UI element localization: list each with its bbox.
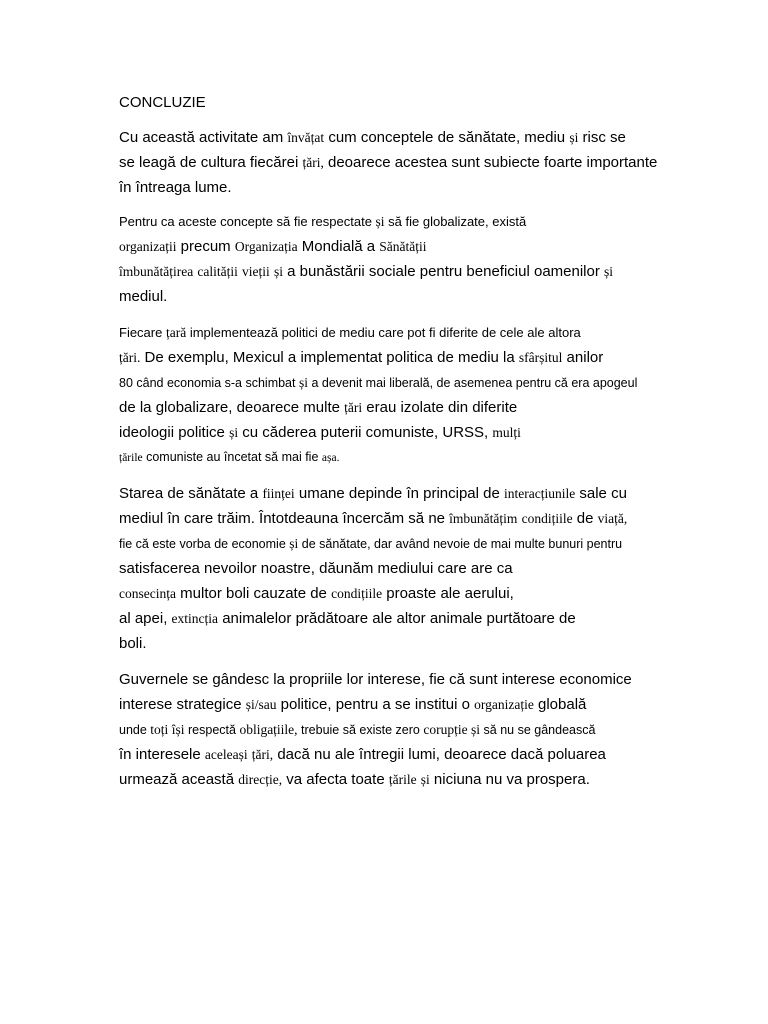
text-line	[119, 717, 719, 742]
text-run: învățat	[287, 130, 325, 145]
text-run: așa.	[321, 452, 340, 464]
text-run: sfârșitul	[518, 350, 563, 365]
text-line	[119, 581, 719, 606]
text-run: viață,	[597, 511, 628, 526]
text-run: și	[273, 264, 283, 279]
text-run: îmbunătățim	[449, 511, 518, 526]
text-run: niciuna nu va prospera.	[429, 771, 590, 788]
text-line	[119, 506, 719, 531]
paragraph-2	[119, 209, 719, 309]
text-run: Mondială a	[297, 238, 380, 255]
text-run: Guvernele se gândesc la propriile lor interese, fie că sunt interese economice	[119, 671, 632, 688]
text-run: calității	[197, 264, 238, 279]
text-run: și/sau	[245, 697, 277, 712]
text-run: și	[375, 214, 385, 229]
text-run: cu căderea puterii comuniste, URSS,	[238, 424, 493, 441]
text-run: deoarece acestea sunt subiecte foarte importante	[323, 154, 658, 171]
text-run: ființei	[262, 486, 295, 501]
text-run: umane depinde în principal de	[294, 485, 504, 502]
text-line	[119, 175, 719, 200]
text-line	[119, 445, 719, 470]
text-run: de sănătate, dar având nevoie de mai multe bunuri pentru	[298, 537, 623, 551]
text-run: proaste ale aerului,	[382, 585, 514, 602]
text-run: țări.	[119, 350, 141, 365]
text-run: și	[298, 375, 308, 390]
page-title: CONCLUZIE	[119, 94, 206, 111]
text-run: comuniste au încetat să mai fie	[142, 450, 322, 464]
text-run: și	[471, 722, 481, 737]
text-line	[119, 259, 719, 284]
text-run: extincția	[171, 611, 219, 626]
text-line	[119, 531, 719, 556]
text-run: condițiile	[521, 511, 573, 526]
text-run: obligațiile,	[239, 722, 298, 737]
text-run: interacțiunile	[504, 486, 576, 501]
text-run: sale cu	[575, 485, 627, 502]
text-run: și	[289, 536, 299, 551]
text-run: globală	[533, 696, 587, 713]
text-line	[119, 420, 719, 445]
text-run: urmează această	[119, 771, 239, 788]
text-run: erau izolate din diferite	[362, 399, 518, 416]
text-run: în interesele	[119, 746, 205, 763]
text-run: și	[569, 130, 579, 145]
text-run: de la globalizare, deoarece multe	[119, 399, 345, 416]
text-run: respectă	[184, 723, 240, 737]
text-run: să fie globalizate, există	[384, 214, 527, 229]
text-run: mulți	[492, 425, 521, 440]
text-run: și	[229, 425, 239, 440]
text-run: interese strategice	[119, 696, 246, 713]
text-run: aceleași	[204, 747, 248, 762]
text-run: al apei,	[119, 610, 172, 627]
text-run: corupție	[423, 722, 468, 737]
text-run: și	[420, 772, 430, 787]
text-line	[119, 742, 719, 767]
text-run: Pentru ca aceste concepte să fie respectate	[119, 214, 376, 229]
text-run: ideologii politice	[119, 424, 230, 441]
text-line	[119, 320, 719, 345]
text-line	[119, 125, 719, 150]
text-run: direcție,	[238, 772, 283, 787]
text-run: boli.	[119, 635, 147, 652]
text-run: va afecta toate	[282, 771, 389, 788]
text-run: vieții	[242, 264, 270, 279]
text-run: dacă nu ale întregii lumi, deoarece dacă poluarea	[273, 746, 606, 763]
text-run: a bunăstării sociale pentru beneficiul oamenilor	[282, 263, 605, 280]
text-run: Starea de sănătate a	[119, 485, 263, 502]
text-run: țări	[344, 400, 363, 415]
text-run: animalelor prădătoare ale altor animale purtătoare de	[218, 610, 576, 627]
text-run: fie că este vorba de economie	[119, 537, 290, 551]
paragraph-5	[119, 667, 719, 792]
text-run: organizații	[119, 239, 177, 254]
text-run: implementează politici de mediu care pot fi diferite de cele ale altora	[186, 325, 581, 340]
text-run: țări,	[302, 155, 324, 170]
text-run: risc se	[578, 129, 626, 146]
paragraph-3	[119, 320, 719, 470]
text-line	[119, 284, 719, 309]
text-run: consecința	[119, 586, 176, 601]
text-run: a devenit mai liberală, de asemenea pentru că era apogeul	[307, 376, 638, 390]
text-run: își	[171, 722, 185, 737]
text-line	[119, 767, 719, 792]
paragraph-1	[119, 125, 719, 200]
text-run: de	[572, 510, 598, 527]
text-line	[119, 234, 719, 259]
text-run: mediul în care trăim. Întotdeauna încercăm să ne	[119, 510, 450, 527]
text-run: țări,	[251, 747, 274, 762]
text-line	[119, 209, 719, 234]
text-run: toți	[150, 722, 169, 737]
text-run: țările	[119, 452, 143, 464]
text-run: să nu se gândească	[480, 723, 596, 737]
text-run: Fiecare	[119, 325, 166, 340]
text-run: 80 când economia s-a schimbat	[119, 376, 299, 390]
text-run: și	[604, 264, 614, 279]
text-run: anilor	[562, 349, 604, 366]
text-run: condițiile	[331, 586, 383, 601]
text-run: Sănătății	[379, 239, 427, 254]
text-run: mediul.	[119, 288, 168, 305]
text-run: se leagă de cultura fiecărei	[119, 154, 303, 171]
text-line	[119, 631, 719, 656]
text-run: multor boli cauzate de	[175, 585, 332, 602]
text-run: De exemplu, Mexicul a implementat politica de mediu la	[140, 349, 519, 366]
text-run: Cu această activitate am	[119, 129, 288, 146]
text-line	[119, 395, 719, 420]
text-run: cum conceptele de sănătate, mediu	[324, 129, 570, 146]
text-line	[119, 481, 719, 506]
text-run: țară	[165, 325, 187, 340]
paragraph-4	[119, 481, 719, 656]
text-run: îmbunătățirea	[119, 264, 194, 279]
text-line	[119, 667, 719, 692]
text-line	[119, 692, 719, 717]
text-line	[119, 606, 719, 631]
text-run: organizație	[474, 697, 534, 712]
text-run: politice, pentru a se institui o	[276, 696, 475, 713]
text-run: trebuie să existe zero	[297, 723, 424, 737]
text-run: precum	[176, 238, 235, 255]
text-line	[119, 556, 719, 581]
text-line	[119, 370, 719, 395]
text-run: Organizația	[234, 239, 298, 254]
text-run: satisfacerea nevoilor noastre, dăunăm mediului care are ca	[119, 560, 513, 577]
text-run: în întreaga lume.	[119, 179, 232, 196]
text-run: unde	[119, 723, 151, 737]
text-line	[119, 345, 719, 370]
text-run: țările	[388, 772, 417, 787]
text-line	[119, 150, 719, 175]
